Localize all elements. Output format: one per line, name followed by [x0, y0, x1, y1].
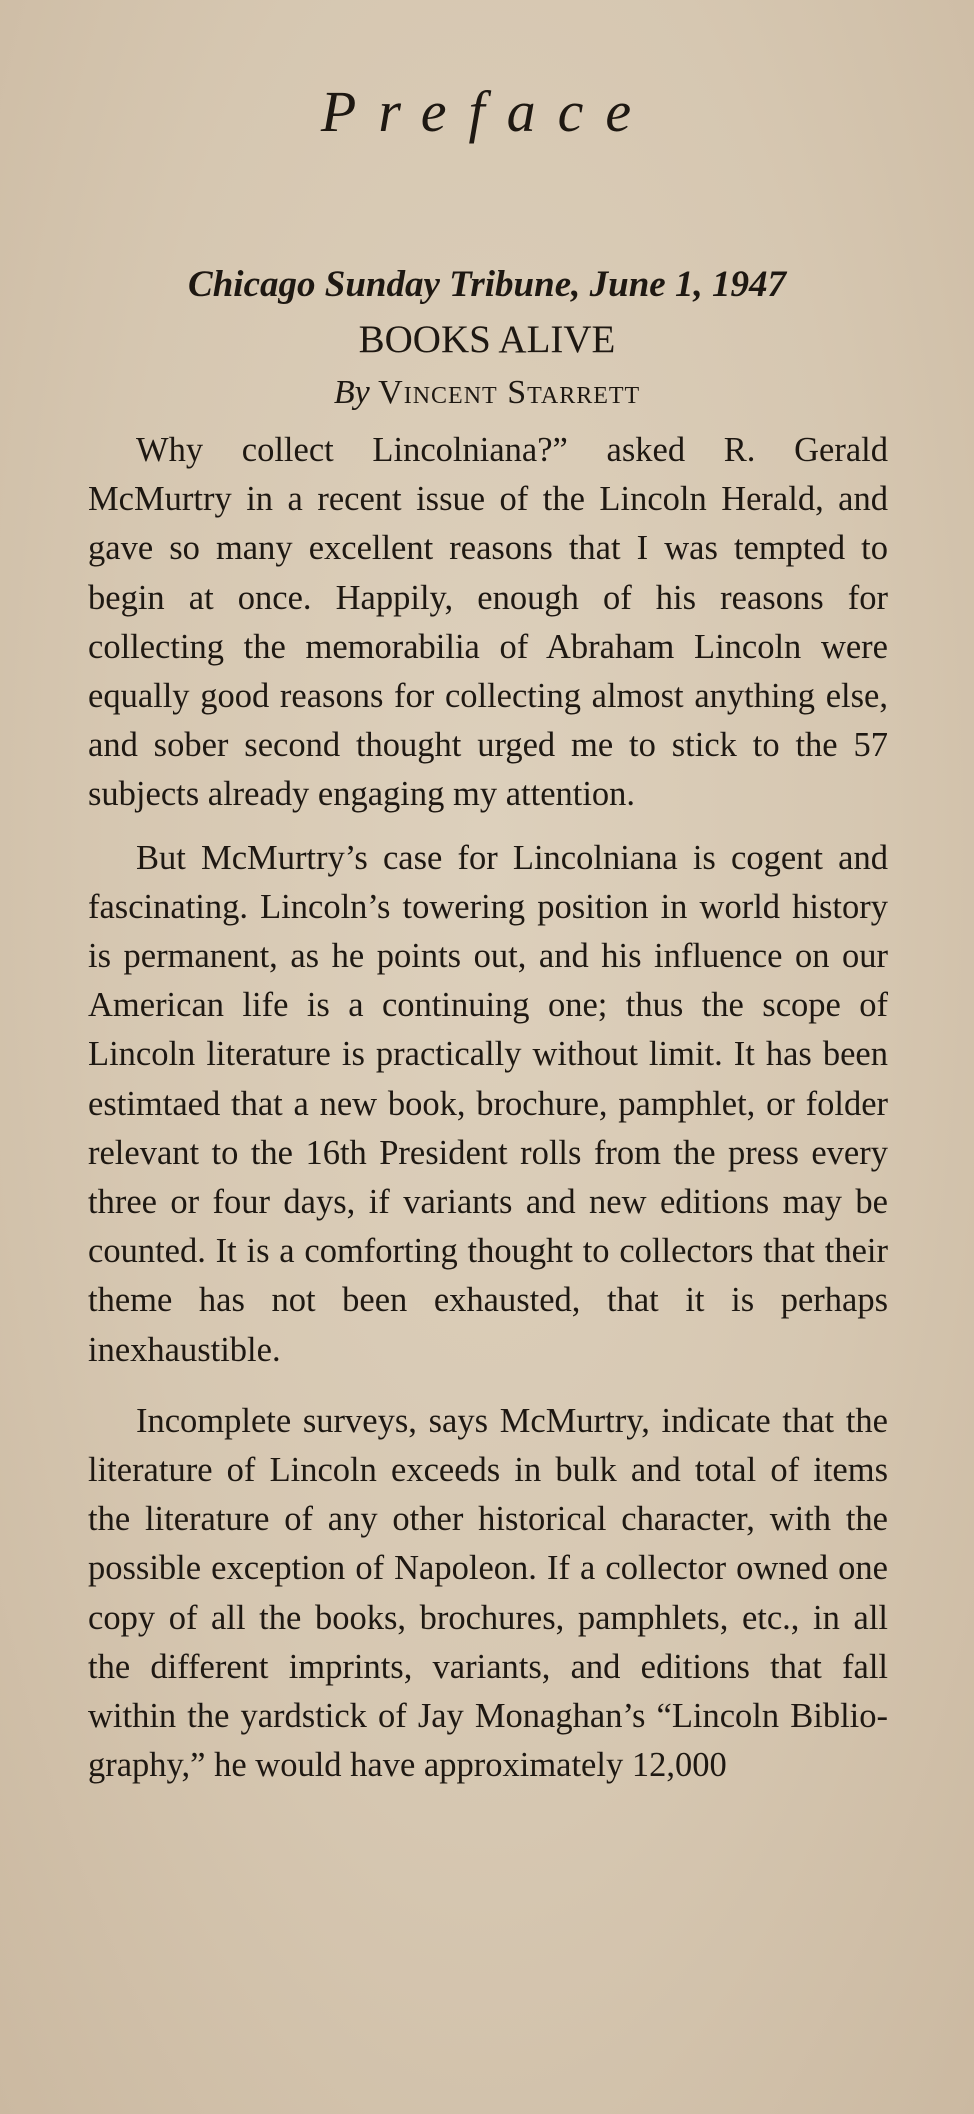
- page-title: Preface: [320, 79, 654, 144]
- byline-author: Vincent Starrett: [378, 374, 641, 411]
- article-header: [0, 258, 974, 418]
- paragraph: Why collect Lincolniana?” asked R. Gerald McMurtry in a recent issue of the Lincoln Herald, and gave so many excellent reasons that I was tempted to begin at once. Happily, enough of his reasons for collecting the memorabilia of Abraham Lincoln were equally good reasons for collecting almost anything else, and sober second thought urged me to stick to the 57 subjects already engaging my attention.: [88, 431, 888, 814]
- column-title: BOOKS ALIVE: [358, 318, 616, 361]
- paragraph: But McMurtry’s case for Lincolniana is cogent and fascinating. Lincoln’s towering position in world history is permanent, as he points out, and his influence on our American life is a continuing one; thus the scope of Lincoln literature is practically without limit. It has been estimtaed that a new book, brochure, pamphlet, or folder relevant to the 16th President rolls from the press every three or four days, if variants and new editions may be counted. It is a comforting thought to collectors that their theme has not been exhausted, that it is perhaps inexhaustible.: [88, 838, 888, 1369]
- byline: [0, 368, 974, 418]
- paragraph: Incomplete surveys, says McMurtry, indicate that the literature of Lincoln exceeds in bulk and total of items the literature of any other historical character, with the possible exception of Napoleon. If a collector owned one copy of all the books, brochures, pamphlets, etc., in all the different imprints, variants, and editions that fall within the yardstick of Jay Monaghan’s “Lincoln Bibliography,” he would have approximately 12,000: [88, 1401, 888, 1785]
- article-body: [88, 426, 888, 1790]
- source-line: Chicago Sunday Tribune, June 1, 1947: [188, 264, 786, 305]
- byline-by: By: [333, 374, 370, 411]
